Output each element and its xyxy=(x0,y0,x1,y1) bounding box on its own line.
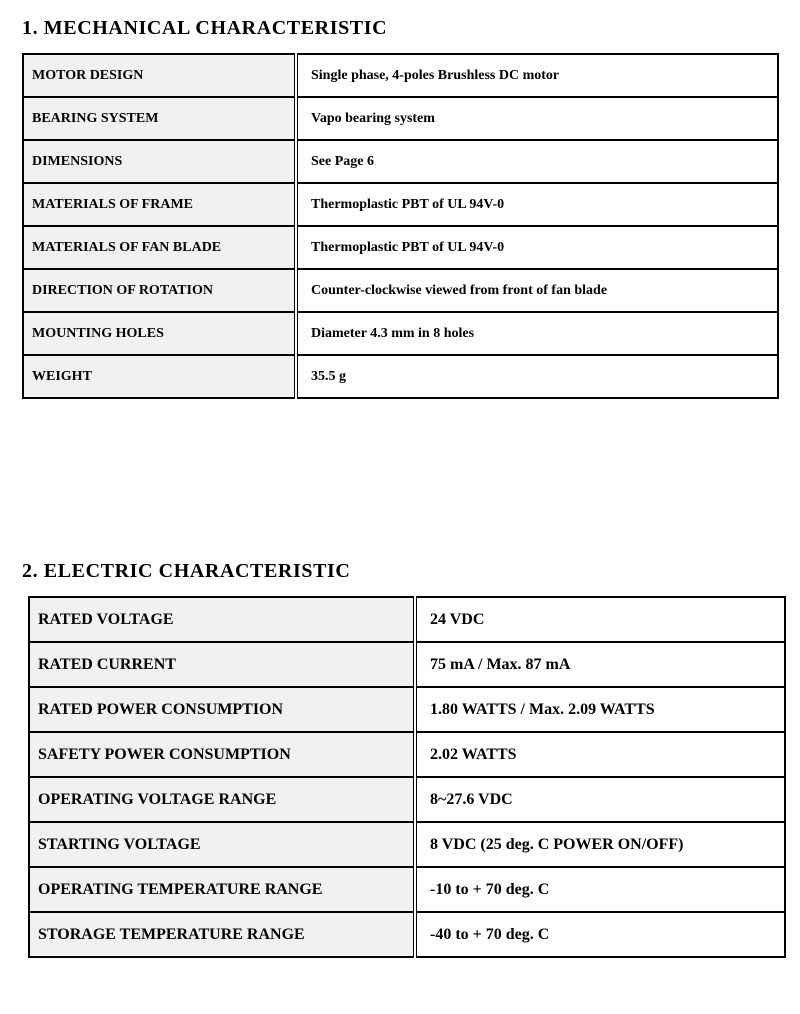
table-row xyxy=(23,312,778,355)
spec-value: -10 to + 70 deg. C xyxy=(415,867,785,912)
table-row xyxy=(29,867,785,912)
spec-value: 35.5 g xyxy=(296,355,778,398)
table-row xyxy=(29,912,785,957)
table-row xyxy=(29,732,785,777)
spec-value: 75 mA / Max. 87 mA xyxy=(415,642,785,687)
table-row xyxy=(23,355,778,398)
spec-value: Vapo bearing system xyxy=(296,97,778,140)
spec-value: 8~27.6 VDC xyxy=(415,777,785,822)
spec-value: See Page 6 xyxy=(296,140,778,183)
spec-value: 2.02 WATTS xyxy=(415,732,785,777)
section-title-mechanical: 1. MECHANICAL CHARACTERISTIC xyxy=(22,17,388,39)
spec-label: WEIGHT xyxy=(23,355,296,398)
spec-label: RATED POWER CONSUMPTION xyxy=(29,687,415,732)
spec-label: BEARING SYSTEM xyxy=(23,97,296,140)
table-row xyxy=(29,687,785,732)
section-title-electric: 2. ELECTRIC CHARACTERISTIC xyxy=(22,560,351,582)
spec-label: MOTOR DESIGN xyxy=(23,54,296,97)
spec-label: STORAGE TEMPERATURE RANGE xyxy=(29,912,415,957)
spec-value: -40 to + 70 deg. C xyxy=(415,912,785,957)
spec-value: Thermoplastic PBT of UL 94V-0 xyxy=(296,226,778,269)
spec-label: MATERIALS OF FAN BLADE xyxy=(23,226,296,269)
spec-label: OPERATING VOLTAGE RANGE xyxy=(29,777,415,822)
mechanical-characteristic-table xyxy=(22,53,779,399)
spec-value: Thermoplastic PBT of UL 94V-0 xyxy=(296,183,778,226)
spec-label: OPERATING TEMPERATURE RANGE xyxy=(29,867,415,912)
spec-label: MATERIALS OF FRAME xyxy=(23,183,296,226)
table-row xyxy=(23,140,778,183)
table-row xyxy=(29,777,785,822)
spec-value: Counter-clockwise viewed from front of fan blade xyxy=(296,269,778,312)
spec-value: 1.80 WATTS / Max. 2.09 WATTS xyxy=(415,687,785,732)
electric-characteristic-table xyxy=(28,596,786,958)
table-row xyxy=(23,183,778,226)
spec-label: SAFETY POWER CONSUMPTION xyxy=(29,732,415,777)
table-row xyxy=(29,642,785,687)
spec-value: Diameter 4.3 mm in 8 holes xyxy=(296,312,778,355)
spec-value: 8 VDC (25 deg. C POWER ON/OFF) xyxy=(415,822,785,867)
spec-label: DIMENSIONS xyxy=(23,140,296,183)
table-row xyxy=(23,226,778,269)
section-mechanical-characteristic xyxy=(0,16,800,399)
spec-value: 24 VDC xyxy=(415,597,785,642)
table-row xyxy=(23,54,778,97)
spec-label: STARTING VOLTAGE xyxy=(29,822,415,867)
table-row xyxy=(23,97,778,140)
spec-value: Single phase, 4-poles Brushless DC motor xyxy=(296,54,778,97)
table-row xyxy=(29,597,785,642)
table-row xyxy=(23,269,778,312)
spec-label: DIRECTION OF ROTATION xyxy=(23,269,296,312)
spec-label: RATED CURRENT xyxy=(29,642,415,687)
spec-label: MOUNTING HOLES xyxy=(23,312,296,355)
section-electric-characteristic xyxy=(0,559,800,958)
spec-label: RATED VOLTAGE xyxy=(29,597,415,642)
table-row xyxy=(29,822,785,867)
